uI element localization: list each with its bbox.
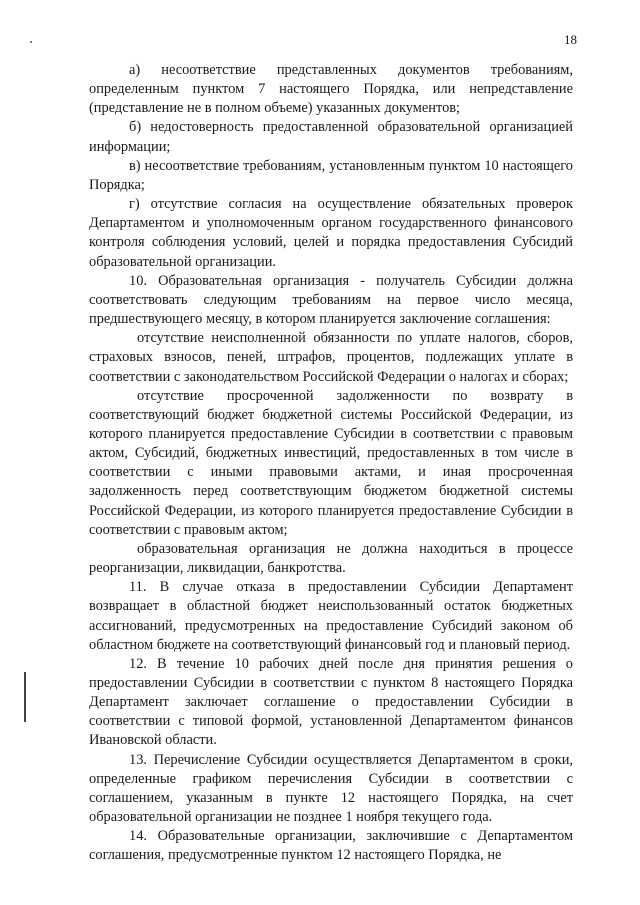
paragraph-clause-14: 14. Образовательные организации, заключившие с Департаментом соглашения, предусмотренные пунктом 12 настоящего Порядка, не xyxy=(89,828,573,864)
paragraph-item-v: в) несоответствие требованиям, установленным пунктом 10 настоящего Порядка; xyxy=(89,157,573,193)
paragraph-clause-10: 10. Образовательная организация - получатель Субсидии должна соответствовать следующим требованиям на первое число месяца, предшествующего месяцу, в котором планируется заключение соглашения: xyxy=(89,272,573,328)
paragraph-item-g: г) отсутствие согласия на осуществление обязательных проверок Департаментом и уполномоченным органом государственного финансового контроля соблюдения условий, целей и порядка предоставления Субсидий образовательной организации. xyxy=(89,196,573,270)
paragraph-clause-12: 12. В течение 10 рабочих дней после дня принятия решения о предоставлении Субсидии в соответствии с пунктом 8 настоящего Порядка Департамент заключает соглашение о предоставлении Субсидии в соответствии с типовой формой, установленной Департаментом финансов Ивановской области. xyxy=(89,655,573,749)
paragraph-requirement-debt: отсутствие просроченной задолженности по возврату в соответствующий бюджет бюджетной системы Российской Федерации, из которого планируется предоставление Субсидии в соответствии с правовым актом, Субсидий, бюджетных инвестиций, предоставленных в том числе в соответствии с иными правовыми актами, и иная просроченная задолженность перед соответствующим бюджетом бюджетной системы Российской Федерации, из которого планируется предоставление Субсидии в соответствии с правовым актом; xyxy=(89,387,573,538)
paragraph-item-a: а) несоответствие представленных документов требованиям, определенным пунктом 7 настоящего Порядка, или непредставление (представление не в полном объеме) указанных документов; xyxy=(89,62,573,117)
paragraph-clause-11: 11. В случае отказа в предоставлении Субсидии Департамент возвращает в областной бюджет неиспользованный остаток бюджетных ассигнований, предусмотренных на предоставление Субсидий законом об областном бюджете на соответствующий финансовый год и плановый период. xyxy=(89,579,573,653)
scan-artifact-dot xyxy=(30,41,32,43)
paragraph-requirement-taxes: отсутствие неисполненной обязанности по уплате налогов, сборов, страховых взносов, пеней, штрафов, процентов, подлежащих уплате в соответствии с законодательством Российской Федерации о налогах и сборах; xyxy=(89,330,573,385)
document-body xyxy=(89,61,573,866)
paragraph-requirement-reorganization: образовательная организация не должна находиться в процессе реорганизации, ликвидации, банкротства. xyxy=(89,540,573,577)
paragraph-item-b: б) недостоверность предоставленной образовательной организацией информации; xyxy=(89,119,573,155)
page-number: 18 xyxy=(564,32,577,47)
scan-margin-mark xyxy=(24,672,26,722)
paragraph-clause-13: 13. Перечисление Субсидии осуществляется Департаментом в сроки, определенные графиком перечисления Субсидии в соответствии с соглашением, указанным в пункте 12 настоящего Порядка, на счет образовательной организации не позднее 1 ноября текущего года. xyxy=(89,751,573,826)
